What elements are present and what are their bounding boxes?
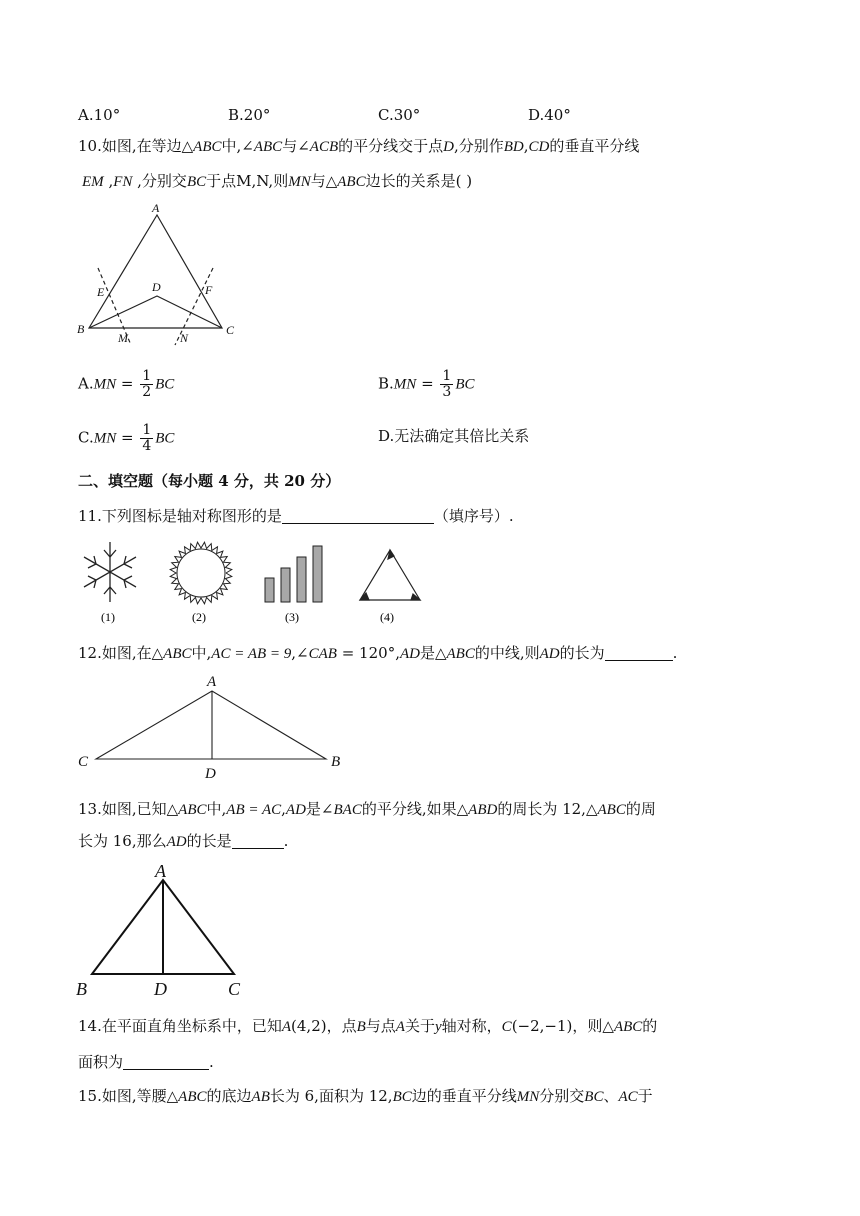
- q13-question-line1: 13.如图,已知△ABC中,AB = AC,AD是∠BAC的平分线,如果△ABD的周长为 12,△ABC的周: [78, 800, 656, 818]
- label-c: C: [226, 323, 235, 337]
- icon-label-3: (3): [285, 610, 299, 624]
- q12-label-a: A: [207, 674, 217, 690]
- label-e: E: [97, 285, 105, 299]
- q10-option-a: A.MN = $\frac{1}{2}$ BC: [78, 368, 175, 400]
- label-a: A: [152, 201, 160, 215]
- q12-label-b: B: [331, 754, 341, 770]
- q15-question-line1: 15.如图,等腰△ABC的底边AB长为 6,面积为 12,BC边的垂直平分线MN分别交BC、AC于: [78, 1087, 653, 1105]
- section2-title: 二、填空题（每小题 4 分，共 20 分）: [78, 472, 341, 490]
- q13-label-d: D: [154, 979, 167, 999]
- label-d: D: [152, 280, 161, 294]
- q9-option-c: C.30°: [378, 106, 421, 124]
- q9-option-d: D.40°: [528, 106, 571, 124]
- q12-label-c: C: [78, 754, 89, 770]
- q10-option-c: C.MN = $\frac{1}{4}$ BC: [78, 422, 175, 454]
- q10-option-d: D.无法确定其倍比关系: [378, 427, 530, 445]
- icon-label-4: (4): [380, 610, 394, 624]
- q13-label-c: C: [228, 979, 241, 999]
- icon-label-2: (2): [192, 610, 206, 624]
- q13-label-a: A: [155, 861, 166, 881]
- q14-question-line1: 14.在平面直角坐标系中，已知A(4,2)，点B与点A关于y轴对称，C(−2,−1)，则△ABC的: [78, 1017, 658, 1035]
- q9-option-b: B.20°: [228, 106, 271, 124]
- label-n: N: [180, 331, 189, 345]
- q12-question: 12.如图,在△ABC中,AC = AB = 9,∠CAB = 120°,AD是△ABC的中线,则AD的长为 .: [78, 644, 678, 662]
- q10-question-line1: 10.如图,在等边△ABC中,∠ABC与∠ACB的平分线交于点D,分别作BD,CD的垂直平分线: [78, 137, 640, 155]
- q13-label-b: B: [76, 979, 87, 999]
- q10-option-b: B.MN = $\frac{1}{3}$ BC: [378, 368, 475, 400]
- q13-question-line2: 长为 16,那么AD的长是 .: [78, 832, 289, 850]
- q14-answer-blank[interactable]: [123, 1053, 209, 1070]
- q9-option-a: A.10°: [78, 106, 121, 124]
- q14-question-line2: 面积为 .: [78, 1053, 214, 1071]
- label-b: B: [77, 322, 85, 336]
- q12-label-d: D: [205, 766, 216, 782]
- q11-question: 11.下列图标是轴对称图形的是 （填序号）.: [78, 507, 514, 525]
- icon-label-1: (1): [101, 610, 115, 624]
- q10-question-line2: EM ,FN ,分别交BC于点M,N,则MN与△ABC边长的关系是( ): [82, 172, 473, 190]
- label-m: M: [118, 331, 128, 345]
- label-f: F: [205, 283, 213, 297]
